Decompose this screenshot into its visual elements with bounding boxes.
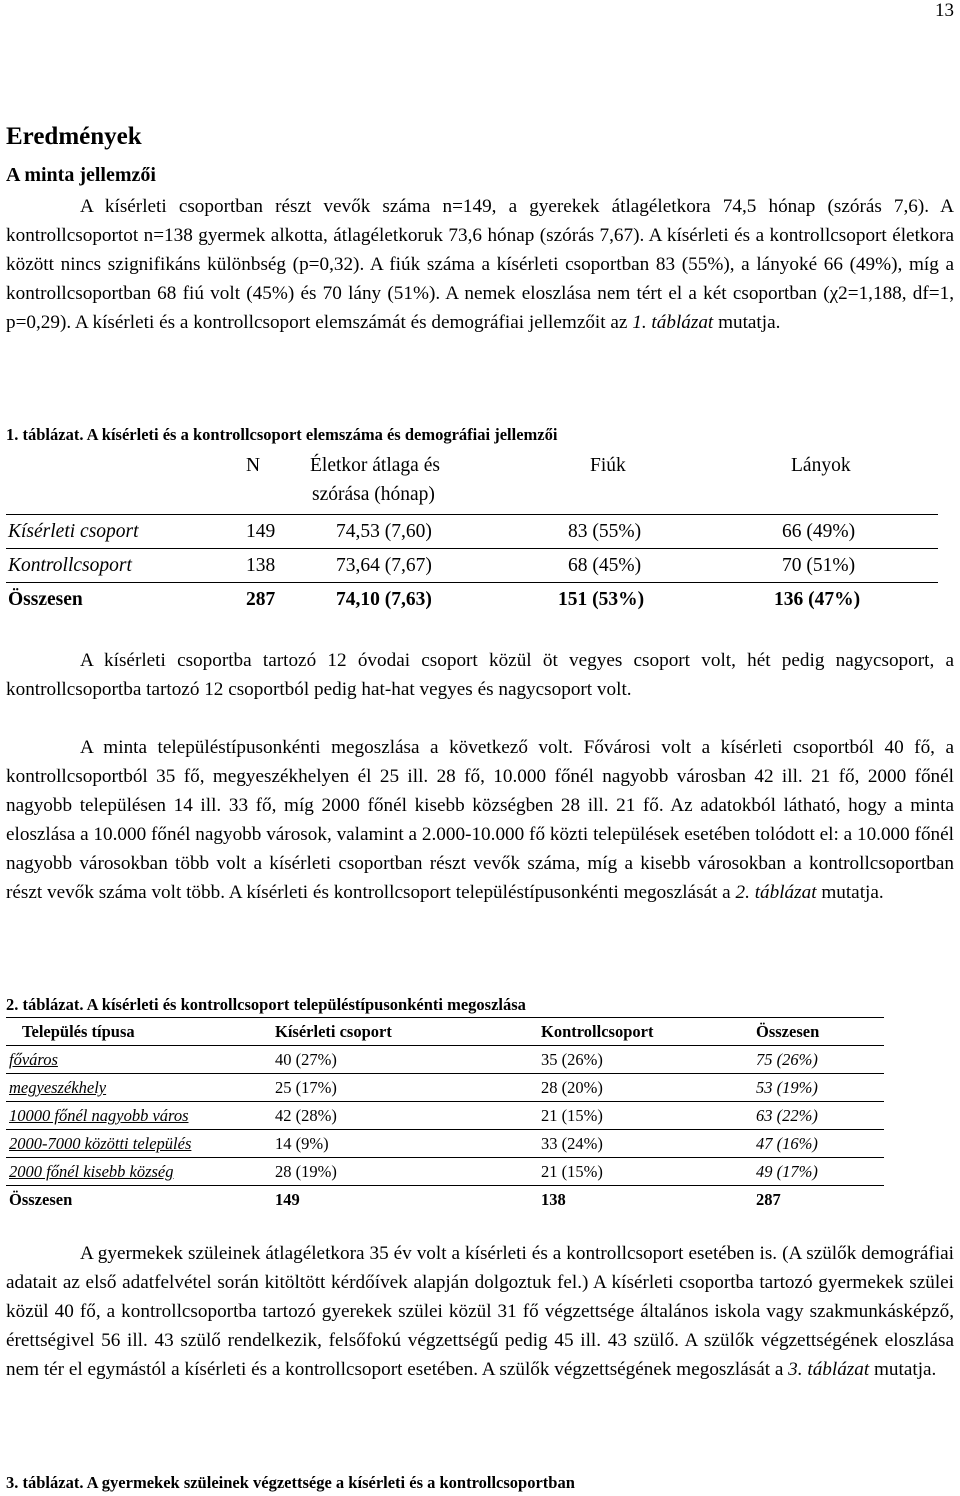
cell-experimental: 28 (19%) <box>275 1162 337 1181</box>
cell-boys: 83 (55%) <box>568 521 642 542</box>
table-row-total <box>6 583 938 616</box>
cell-n: 149 <box>246 521 276 542</box>
caption-label: 3. táblázat. <box>6 1473 84 1492</box>
table-row <box>6 1074 884 1102</box>
cell-girls: 70 (51%) <box>782 555 856 576</box>
row-label: 2000-7000 közötti település <box>9 1134 192 1153</box>
cell-control: 138 <box>541 1190 566 1209</box>
caption-text: A kísérleti és a kontrollcsoport elemszáma és demográfiai jellemzői <box>83 425 558 444</box>
cell-control: 33 (24%) <box>541 1134 603 1153</box>
cell-n: 138 <box>246 555 276 576</box>
header-control: Kontrollcsoport <box>541 1022 654 1041</box>
table2 <box>6 1017 884 1213</box>
cell-experimental: 40 (27%) <box>275 1050 337 1069</box>
cell-age: 74,10 (7,63) <box>336 589 432 610</box>
paragraph-text: mutatja. <box>816 882 884 903</box>
row-label: megyeszékhely <box>9 1078 107 1097</box>
paragraph-parents <box>6 1239 954 1384</box>
header-total: Összesen <box>756 1022 820 1041</box>
header-age-line1: Életkor átlaga és <box>310 455 440 476</box>
paragraph-text: A gyermekek szüleinek átlagéletkora 35 év volt a kísérleti és a kontrollcsoport esetében is. (A szülők demográfiai adatait az első adatfelvétel során kitöltött kérdőívek alapján dolgoztuk fel.) A kísérleti csoportba tartozó gyermekek szülei közül 40 fő, a kontrollcsoportba tartozó gyerekek szülei közül 31 fő végzettsége általános iskola vagy szakmunkásképző, érettségivel 56 ill. 43 szülő rendelkezik, felsőfokú végzettségű pedig 45 ill. 43 szülő. A szülők végzettségének eloszlása nem tér el egymástól a kísérleti és a kontrollcsoport esetében. A szülők végzettségének megoszlását a <box>6 1243 954 1380</box>
cell-girls: 66 (49%) <box>782 521 856 542</box>
page-number: 13 <box>935 0 954 21</box>
table-row-total <box>6 1186 884 1213</box>
header-girls: Lányok <box>791 455 851 476</box>
table2-header <box>6 1017 884 1046</box>
row-label: főváros <box>9 1050 58 1069</box>
row-label: Összesen <box>8 589 83 610</box>
table1 <box>6 448 938 616</box>
cell-total: 75 (26%) <box>756 1050 818 1069</box>
header-age <box>310 451 440 480</box>
table-row <box>6 1158 884 1186</box>
table-row <box>6 1102 884 1130</box>
cell-age: 74,53 (7,60) <box>336 521 432 542</box>
cell-control: 21 (15%) <box>541 1162 603 1181</box>
paragraph-text: mutatja. <box>713 312 781 333</box>
row-label: Kísérleti csoport <box>8 521 139 542</box>
row-label: Összesen <box>9 1190 73 1209</box>
table1-header <box>6 448 938 515</box>
cell-experimental: 149 <box>275 1190 300 1209</box>
row-label: Kontrollcsoport <box>8 555 132 576</box>
cell-control: 28 (20%) <box>541 1078 603 1097</box>
table-reference: 1. táblázat <box>632 312 714 333</box>
cell-boys: 151 (53%) <box>558 589 645 610</box>
cell-total: 287 <box>756 1190 781 1209</box>
cell-control: 35 (26%) <box>541 1050 603 1069</box>
caption-text: A gyermekek szüleinek végzettsége a kísérleti és a kontrollcsoportban <box>83 1473 575 1492</box>
cell-girls: 136 (47%) <box>774 589 861 610</box>
table-row <box>6 1046 884 1074</box>
table3-caption <box>6 1473 575 1493</box>
section-heading: Eredmények <box>6 123 142 150</box>
caption-text: A kísérleti és kontrollcsoport településtípusonkénti megoszlása <box>83 995 526 1014</box>
cell-total: 63 (22%) <box>756 1106 818 1125</box>
cell-experimental: 25 (17%) <box>275 1078 337 1097</box>
cell-total: 47 (16%) <box>756 1134 818 1153</box>
cell-control: 21 (15%) <box>541 1106 603 1125</box>
header-age-line2: szórása (hónap) <box>312 484 435 505</box>
header-boys: Fiúk <box>590 455 626 476</box>
cell-total: 53 (19%) <box>756 1078 818 1097</box>
cell-n: 287 <box>246 589 276 610</box>
cell-boys: 68 (45%) <box>568 555 642 576</box>
table-row <box>6 549 938 583</box>
cell-experimental: 42 (28%) <box>275 1106 337 1125</box>
cell-experimental: 14 (9%) <box>275 1134 329 1153</box>
caption-label: 2. táblázat. <box>6 995 84 1014</box>
header-n: N <box>246 455 261 476</box>
cell-total: 49 (17%) <box>756 1162 818 1181</box>
cell-age: 73,64 (7,67) <box>336 555 432 576</box>
header-settlement-type: Település típusa <box>22 1022 135 1041</box>
row-label: 10000 főnél nagyobb város <box>9 1106 189 1125</box>
subsection-heading: A minta jellemzői <box>6 164 156 186</box>
table2-caption <box>6 995 526 1015</box>
paragraph-text: A kísérleti csoportban részt vevők száma n=149, a gyerekek átlagéletkora 74,5 hónap (szórás 7,6). A kontrollcsoportot n=138 gyermek alkotta, átlagéletkoruk 73,6 hónap (szórás 7,67). A kísérleti és a kontrollcsoport életkora között nincs szignifikáns különbség (p=0,32). A fiúk száma a kísérleti csoportban 83 (55%), a lányoké 66 (49%), míg a kontrollcsoportban 68 fiú volt (45%) és 70 lány (51%). A nemek eloszlása nem tért el a két csoportban (χ2=1,188, df=1, p=0,29). A kísérleti és a kontrollcsoport elemszámát és demográfiai jellemzőit az <box>6 196 954 333</box>
paragraph-text: mutatja. <box>869 1359 937 1380</box>
paragraph-settlement <box>6 733 954 907</box>
table-row <box>6 1130 884 1158</box>
caption-label: 1. táblázat. <box>6 425 84 444</box>
paragraph-text: A minta településtípusonkénti megoszlása a következő volt. Fővárosi volt a kísérleti csoportból 40 fő, a kontrollcsoportból 35 fő, megyeszékhelyen él 25 ill. 28 fő, 10.000 főnél nagyobb városban 42 ill. 21 fő, 2000 főnél nagyobb településen 14 ill. 33 fő, míg 2000 főnél kisebb községben 28 ill. 21 fő. Az adatokból látható, hogy a minta eloszlása a 10.000 főnél nagyobb városok, valamint a 2.000-10.000 fő közti települések esetében tolódott el: a 10.000 főnél nagyobb városokban több volt a kísérleti csoportban részt vevők száma, míg a kisebb városokban a kontrollcsoportban részt vevők száma volt több. A kísérleti és kontrollcsoport településtípusonkénti megoszlását a <box>6 737 954 903</box>
paragraph-sample-description <box>6 192 954 337</box>
table-reference: 3. táblázat <box>788 1359 870 1380</box>
table-row <box>6 515 938 549</box>
table-reference: 2. táblázat <box>735 882 817 903</box>
paragraph-groups: A kísérleti csoportba tartozó 12 óvodai csoport közül öt vegyes csoport volt, hét pedig nagycsoport, a kontrollcsoportba tartozó 12 csoportból pedig hat-hat vegyes és nagycsoport volt. <box>6 650 954 700</box>
header-experimental: Kísérleti csoport <box>275 1022 392 1041</box>
table1-caption <box>6 425 557 445</box>
row-label: 2000 főnél kisebb község <box>9 1162 174 1181</box>
